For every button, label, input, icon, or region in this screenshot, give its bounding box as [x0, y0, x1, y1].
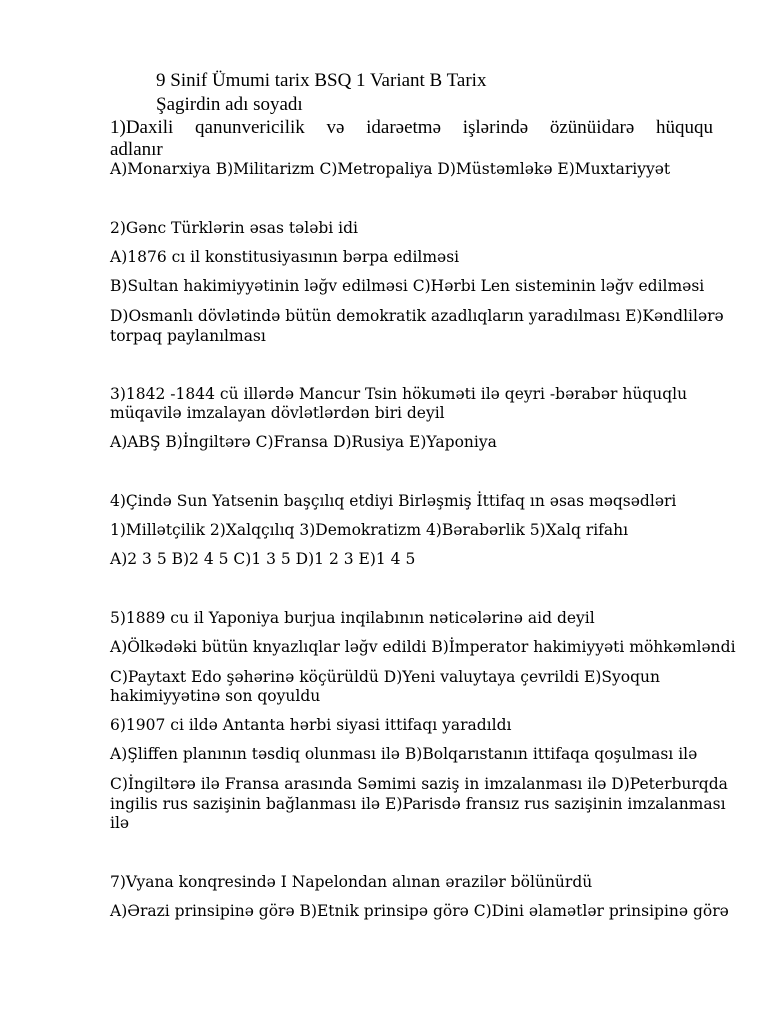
q1-text-line-2: adlanır — [110, 139, 163, 160]
q7-text: 7)Vyana konqresində I Napelondan alınan ərazilər bölünürdü — [110, 873, 593, 891]
q6-options-cde-line-3: ilə — [110, 814, 130, 832]
q1-text-line-1: 1)Daxili qanunvericilik və idarəetmə işlərində özünüidarə hüququ — [110, 117, 713, 138]
q5-text: 5)1889 cu il Yaponiya burjua inqilabının nəticələrinə aid deyil — [110, 609, 595, 627]
q3-options: A)ABŞ B)İngiltərə C)Fransa D)Rusiya E)Yaponiya — [110, 433, 497, 451]
q5-options-cde-line-2: hakimiyyətinə son qoyuldu — [110, 687, 321, 705]
q3-text-line-1: 3)1842 -1844 cü illərdə Mancur Tsin hökuməti ilə qeyri -bərabər hüquqlu — [110, 385, 688, 403]
q2-options-de-line-2: torpaq paylanılması — [110, 327, 266, 345]
q6-text: 6)1907 ci ildə Antanta hərbi siyasi ittifaqı yaradıldı — [110, 716, 512, 734]
q5-options-ab: A)Ölkədəki bütün knyazlıqlar ləğv edildi B)İmperator hakimiyyəti möhkəmləndi — [110, 638, 736, 656]
q4-options: A)2 3 5 B)2 4 5 C)1 3 5 D)1 2 3 E)1 4 5 — [110, 550, 416, 568]
q5-options-cde-line-1: C)Paytaxt Edo şəhərinə köçürüldü D)Yeni valuytaya çevrildi E)Syoqun — [110, 668, 660, 686]
student-name-label: Şagirdin adı soyadı — [156, 94, 303, 115]
q2-option-a: A)1876 cı il konstitusiyasının bərpa edilməsi — [110, 248, 460, 266]
test-title: 9 Sinif Ümumi tarix BSQ 1 Variant B Tarix — [156, 70, 487, 91]
q4-text: 4)Çində Sun Yatsenin başçılıq etdiyi Birləşmiş İttifaq ın əsas məqsədləri — [110, 492, 677, 510]
q6-options-cde-line-2: ingilis rus sazişinin bağlanması ilə E)Parisdə fransız rus sazişinin imzalanması — [110, 795, 726, 813]
q2-options-bc: B)Sultan hakimiyyətinin ləğv edilməsi C)Hərbi Len sisteminin ləğv edilməsi — [110, 277, 705, 295]
q3-text-line-2: müqavilə imzalayan dövlətlərdən biri deyil — [110, 404, 445, 422]
q1-options: A)Monarxiya B)Militarizm C)Metropaliya D)Müstəmləkə E)Muxtariyyət — [110, 160, 671, 178]
q2-options-de-line-1: D)Osmanlı dövlətində bütün demokratik azadlıqların yaradılması E)Kəndlilərə — [110, 307, 724, 325]
q6-options-cde-line-1: C)İngiltərə ilə Fransa arasında Səmimi saziş in imzalanması ilə D)Peterburqda — [110, 775, 728, 793]
q2-text: 2)Gənc Türklərin əsas tələbi idi — [110, 219, 359, 237]
q6-options-ab: A)Şliffen planının təsdiq olunması ilə B)Bolqarıstanın ittifaqa qoşulması ilə — [110, 745, 698, 763]
q7-options-abc: A)Ərazi prinsipinə görə B)Etnik prinsipə görə C)Dini əlamətlər prinsipinə görə — [110, 902, 729, 920]
q4-items: 1)Millətçilik 2)Xalqçılıq 3)Demokratizm 4)Bərabərlik 5)Xalq rifahı — [110, 521, 629, 539]
